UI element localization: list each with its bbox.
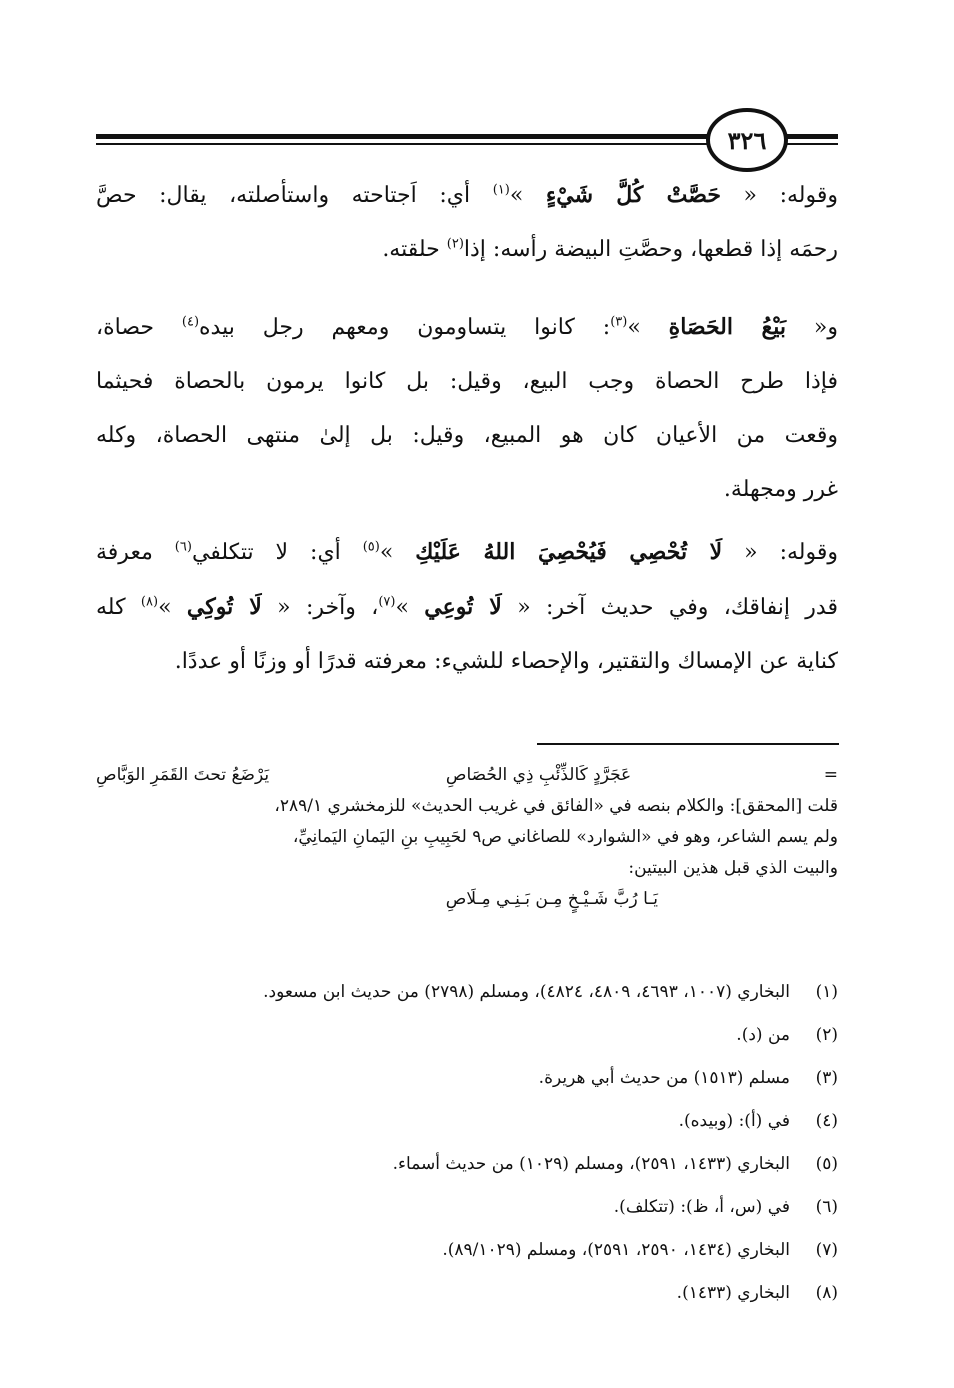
footnote-ref: (٤): [181, 314, 200, 330]
footnote-text: البخاري (١٠٠٧، ٤٦٩٣، ٤٨٠٩، ٤٨٢٤)، ومسلم (٢٧٩٨) من حديث ابن مسعود.: [263, 981, 790, 1002]
text-segment: ، وآخر: «: [261, 595, 379, 620]
text-segment: »: [395, 595, 425, 620]
paragraph-bay-al-hasat: [96, 300, 838, 517]
text-segment: وقوله: «: [720, 183, 838, 208]
text-segment: أي: اَجتاحته واستأصلته، يقال: حصَّ: [96, 183, 493, 208]
footnote-ref: (٦): [174, 539, 192, 555]
hadith-quote: حَصَّتْ كُلَّ شَيْءٍ: [545, 182, 721, 208]
footnote-number: (٨): [815, 1282, 838, 1303]
text-segment: حصاة،: [96, 315, 182, 340]
footnote-number: (٤): [815, 1110, 838, 1131]
text-segment: رحمَه إذا قطعها، وحصَّتِ البيضة رأسه: إذا: [463, 237, 838, 262]
text-line: [96, 635, 838, 689]
hadith-quote: لَا تُوعِي: [424, 594, 502, 620]
footnote-number: (٢): [815, 1024, 838, 1045]
footnote-item: [96, 1142, 838, 1185]
text-line: [96, 300, 838, 355]
footnote-text: في (س، أ، ظ): (تتكلف).: [613, 1196, 790, 1217]
footnotes-list: [96, 970, 838, 1314]
footnote-item: [96, 1185, 838, 1228]
text-segment: وقوله: «: [722, 540, 838, 565]
footnote-ref: (٥): [362, 539, 380, 555]
footnote-item: [96, 970, 838, 1013]
text-segment: »: [627, 315, 669, 340]
text-segment: غرر ومجهلة.: [723, 477, 838, 502]
text-segment: وقعت من الأعيان كان هو المبيع، وقيل: بل إلىٰ منتهى الحصاة، وكله: [96, 423, 838, 448]
text-segment: قدر إنفاقك، وفي حديث آخر: «: [501, 595, 838, 620]
text-segment: »: [158, 595, 187, 620]
text-line: [96, 168, 838, 223]
verse-line-1: [96, 760, 838, 791]
text-segment: كله: [96, 595, 141, 620]
note-line-1: قلت [المحقق]: والكلام بنصه في «الفائق في غريب الحديث» للزمخشري ٢٨٩/١،: [274, 796, 838, 816]
footnote-item: [96, 1228, 838, 1271]
text-segment: : كانوا يتساومون ومعهم رجل بيده: [199, 315, 611, 340]
footnote-number: (٦): [815, 1196, 838, 1217]
verse-line-2: يَـا رُبَّ شَـيْـخٍ مِـن بَـنِـي مِـلَاصِ: [445, 889, 658, 909]
hadith-quote: لَا تُحْصِي فَيُحْصِيَ اللهُ عَلَيْكِ: [415, 539, 723, 565]
footnote-separator: [537, 743, 839, 745]
hadith-quote: بَيْعُ الحَصَاةِ: [668, 314, 787, 340]
note-line-3: والبيت الذي قبل هذين البيتين:: [628, 858, 838, 878]
hadith-quote: لَا تُوكِي: [186, 594, 262, 620]
footnote-text: مسلم (١٥١٣) من حديث أبي هريرة.: [538, 1067, 790, 1088]
verse-1-hemistich-b: يَرْضَعُ تحتَ القَمَرِ الوَبَّاصِ: [96, 765, 270, 785]
footnote-number: (٣): [815, 1067, 838, 1088]
page-number: ٣٢٦: [706, 108, 788, 172]
footnote-ref: (٨): [140, 594, 159, 610]
footnote-text: في (أ): (وبيده).: [678, 1110, 790, 1131]
text-segment: »: [379, 540, 416, 565]
footnote-text: البخاري (١٤٣٣).: [676, 1282, 790, 1303]
note-line-2: ولم يسم الشاعر، وهو في «الشوارد» للصاغاني ص٩ لحَبِيبِ بنِ اليَمانِ اليَمانِيِّ،: [292, 827, 838, 847]
footnote-item: [96, 1099, 838, 1142]
text-line: [96, 463, 838, 517]
footnote-ref: (٢): [446, 236, 464, 252]
footnote-continuation: [96, 760, 838, 915]
continuation-marker: =: [823, 765, 838, 785]
text-segment: فإذا طرح الحصاة وجب البيع، وقيل: بل كانوا يرمون بالحصاة فحيثما: [96, 369, 838, 394]
footnote-number: (١): [815, 981, 838, 1002]
page-header: [96, 108, 838, 168]
footnote-item: [96, 1056, 838, 1099]
footnote-text: البخاري (١٤٣٤، ٢٥٩٠، ٢٥٩١)، ومسلم (٨٩/١٠٢٩).: [442, 1239, 790, 1260]
text-line: [96, 409, 838, 463]
text-segment: حلقته.: [382, 237, 447, 262]
paragraph-la-tuhsi: [96, 525, 838, 689]
footnote-ref: (١): [492, 182, 510, 198]
footnote-item: [96, 1271, 838, 1314]
footnote-ref: (٧): [378, 594, 396, 610]
footnote-text: من (د).: [736, 1024, 790, 1045]
text-segment: أي: لا تتكلفي: [191, 540, 363, 565]
text-segment: كناية عن الإمساك والتقتير، والإحصاء للشيء: معرفته قدرًا أو وزنًا أو عددًا.: [174, 649, 838, 674]
footnote-text: البخاري (١٤٣٣، ٢٥٩١)، ومسلم (١٠٢٩) من حديث أسماء.: [392, 1153, 790, 1174]
footnote-ref: (٣): [610, 314, 628, 330]
footnote-number: (٧): [815, 1239, 838, 1260]
text-line: [96, 355, 838, 409]
footnote-number: (٥): [815, 1153, 838, 1174]
paragraph-hass: [96, 168, 838, 277]
text-line: [96, 525, 838, 580]
verse-1-hemistich-a: عَجَرَّدٍ كَالذِّئْبِ ذِي الحُصَاصِ: [445, 765, 632, 785]
text-segment: معرفة: [96, 540, 175, 565]
text-line: [96, 223, 838, 277]
text-line: [96, 580, 838, 635]
text-segment: و«: [786, 315, 838, 340]
text-segment: »: [509, 183, 546, 208]
footnote-item: [96, 1013, 838, 1056]
